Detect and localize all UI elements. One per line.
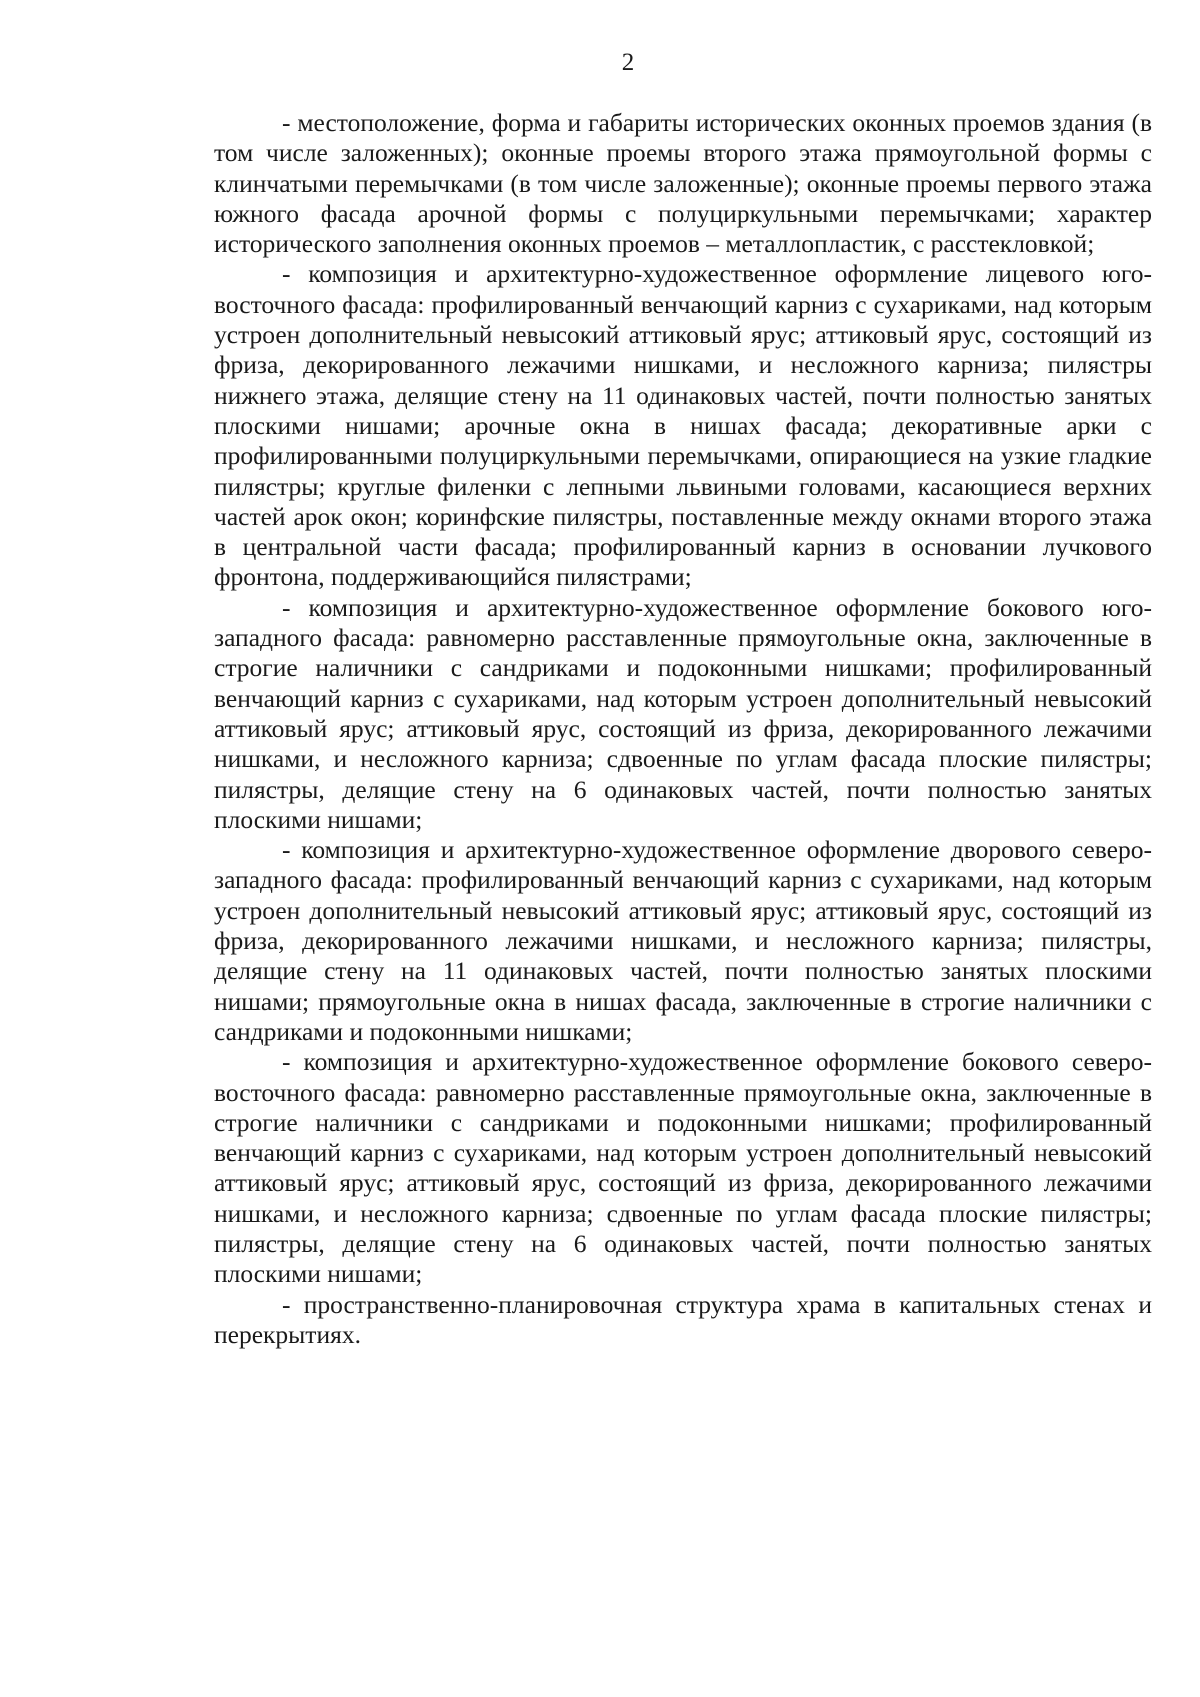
- page-number: 2: [621, 49, 635, 76]
- document-body: [214, 108, 1152, 1350]
- paragraph-northwest-facade: - композиция и архитектурно-художественное оформление дворового северо-западного фасада: профилированный венчающий карниз с сухариками, над которым устроен дополнительный невысокий аттиковый ярус; аттиковый ярус, состоящий из фриза, декорированного лежачими нишками, и несложного карниза; пилястры, делящие стену на 11 одинаковых частей, почти полностью занятых плоскими нишами; прямоугольные окна в нишах фасада, заключенные в строгие наличники с сандриками и подоконными нишками;: [214, 835, 1152, 1046]
- paragraph-southeast-facade: - композиция и архитектурно-художественное оформление лицевого юго-восточного фасада: профилированный венчающий карниз с сухариками, над которым устроен дополнительный невысокий аттиковый ярус; аттиковый ярус, состоящий из фриза, декорированного лежачими нишками, и несложного карниза; пилястры нижнего этажа, делящие стену на 11 одинаковых частей, почти полностью занятых плоскими нишами; арочные окна в нишах фасада; декоративные арки с профилированными полуциркульными перемычками, опирающиеся на узкие гладкие пилястры; круглые филенки с лепными львиными головами, касающиеся верхних частей арок окон; коринфские пилястры, поставленные между окнами второго этажа в центральной части фасада; профилированный карниз в основании лучкового фронтона, поддерживающийся пилястрами;: [214, 259, 1152, 592]
- paragraph-southwest-facade: - композиция и архитектурно-художественное оформление бокового юго-западного фасада: равномерно расставленные прямоугольные окна, заключенные в строгие наличники с сандриками и подоконными нишками; профилированный венчающий карниз с сухариками, над которым устроен дополнительный невысокий аттиковый ярус; аттиковый ярус, состоящий из фриза, декорированного лежачими нишками, и несложного карниза; сдвоенные по углам фасада плоские пилястры; пилястры, делящие стену на 6 одинаковых частей, почти полностью занятых плоскими нишами;: [214, 592, 1152, 834]
- paragraph-spatial-structure: - пространственно-планировочная структура храма в капитальных стенах и перекрытиях.: [214, 1289, 1152, 1349]
- paragraph-window-openings: - местоположение, форма и габариты исторических оконных проемов здания (в том числе заложенных); оконные проемы второго этажа прямоугольной формы с клинчатыми перемычками (в том числе заложенные); оконные проемы первого этажа южного фасада арочной формы с полуциркульными перемычками; характер исторического заполнения оконных проемов – металлопластик, с расстекловкой;: [214, 108, 1152, 259]
- paragraph-northeast-facade: - композиция и архитектурно-художественное оформление бокового северо-восточного фасада: равномерно расставленные прямоугольные окна, заключенные в строгие наличники с сандриками и подоконными нишками; профилированный венчающий карниз с сухариками, над которым устроен дополнительный невысокий аттиковый ярус; аттиковый ярус, состоящий из фриза, декорированного лежачими нишками, и несложного карниза; сдвоенные по углам фасада плоские пилястры; пилястры, делящие стену на 6 одинаковых частей, почти полностью занятых плоскими нишами;: [214, 1047, 1152, 1289]
